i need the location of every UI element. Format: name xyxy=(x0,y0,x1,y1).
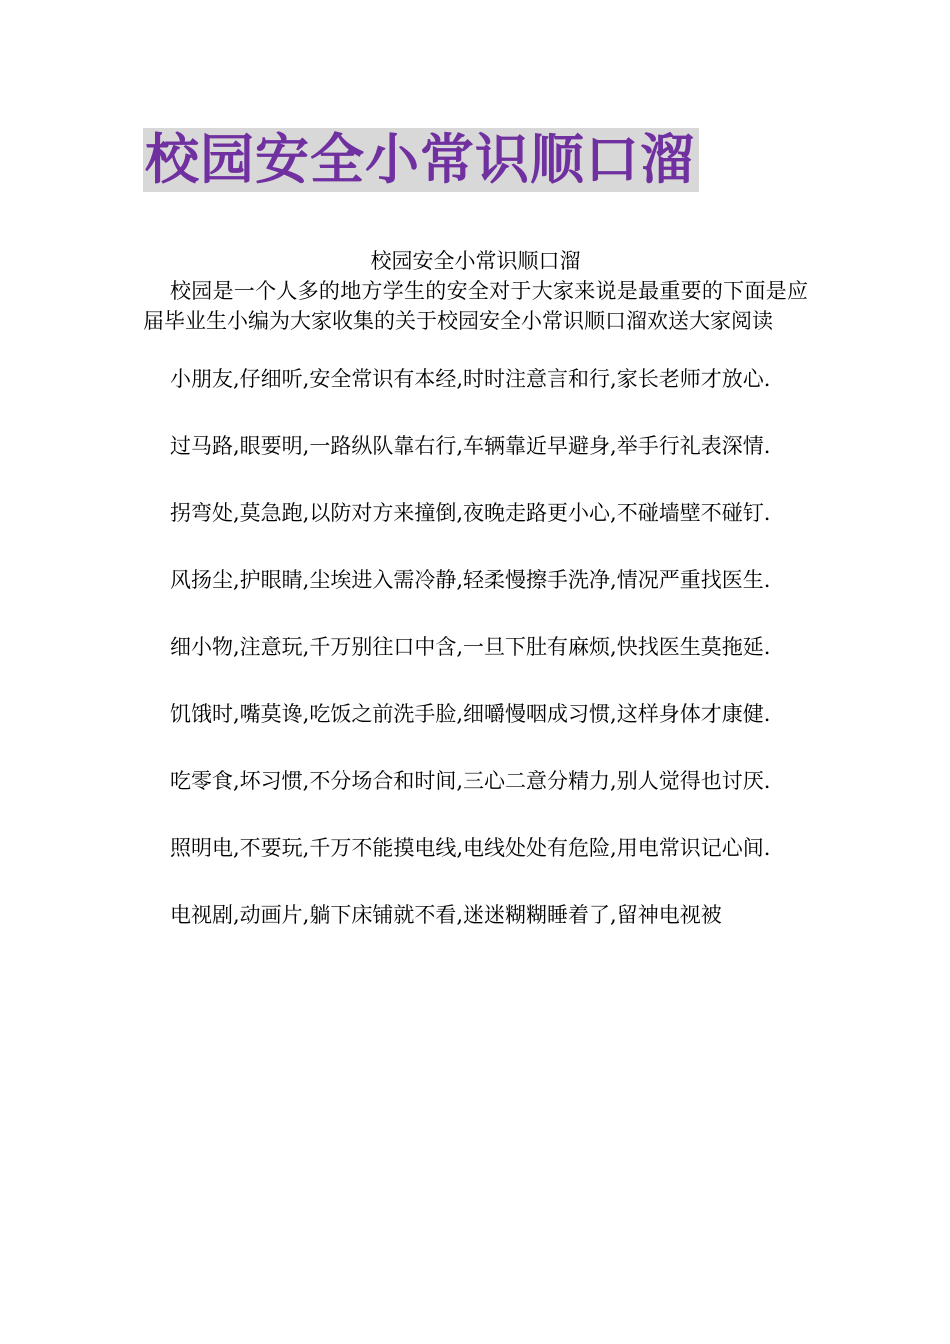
document-body xyxy=(143,246,808,939)
document-title: 校园安全小常识顺口溜 xyxy=(143,128,699,192)
stanza-paragraph: 饥饿时,嘴莫谗,吃饭之前洗手脸,细嚼慢咽成习惯,这样身体才康健. xyxy=(170,702,771,726)
document-subtitle: 校园安全小常识顺口溜 xyxy=(370,249,581,273)
stanza-paragraph: 风扬尘,护眼睛,尘埃进入需冷静,轻柔慢擦手洗净,情况严重找医生. xyxy=(170,568,771,592)
stanza-paragraph: 细小物,注意玩,千万别往口中含,一旦下肚有麻烦,快找医生莫拖延. xyxy=(170,635,771,659)
stanza-paragraph: 小朋友,仔细听,安全常识有本经,时时注意言和行,家长老师才放心. xyxy=(170,367,771,391)
stanza-paragraph: 过马路,眼要明,一路纵队靠右行,车辆靠近早避身,举手行礼表深情. xyxy=(170,434,771,458)
intro-paragraph: 校园是一个人多的地方学生的安全对于大家来说是最重要的下面是应届毕业生小编为大家收集的关于校园安全小常识顺口溜欢送大家阅读 xyxy=(143,279,808,333)
stanza-paragraph: 吃零食,坏习惯,不分场合和时间,三心二意分精力,别人觉得也讨厌. xyxy=(170,769,771,793)
stanza-paragraph: 电视剧,动画片,躺下床铺就不看,迷迷糊糊睡着了,留神电视被 xyxy=(170,903,722,927)
stanza-paragraph: 照明电,不要玩,千万不能摸电线,电线处处有危险,用电常识记心间. xyxy=(170,836,771,860)
stanza-paragraph: 拐弯处,莫急跑,以防对方来撞倒,夜晚走路更小心,不碰墙壁不碰钉. xyxy=(170,501,771,525)
